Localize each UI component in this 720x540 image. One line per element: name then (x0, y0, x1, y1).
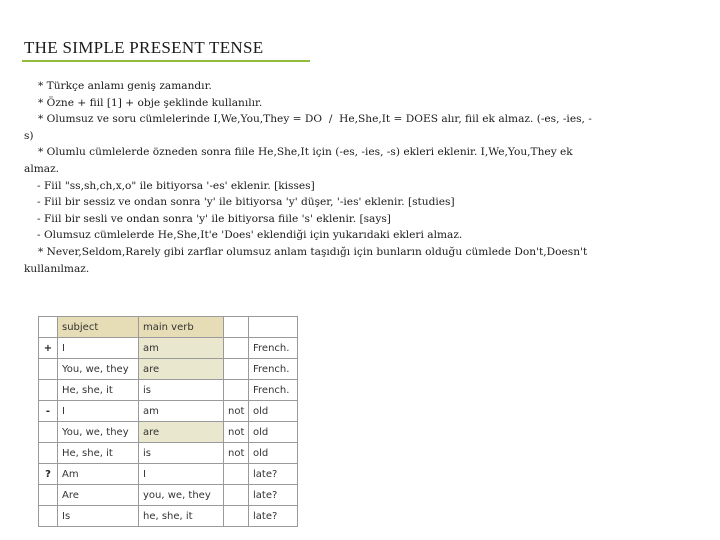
not-cell: not (224, 422, 249, 443)
header-cell-main-verb: main verb (139, 317, 224, 338)
not-cell (224, 506, 249, 527)
body-text (24, 78, 674, 277)
sentence-type-cell (39, 359, 58, 380)
body-line: almaz. (24, 162, 60, 175)
body-line: * Özne + fiil [1] + obje şeklinde kullanılır. (38, 96, 263, 109)
sentence-type-cell (39, 422, 58, 443)
header-cell (249, 317, 298, 338)
rest-cell: old (249, 401, 298, 422)
not-cell: not (224, 443, 249, 464)
verb-cell: am (139, 338, 224, 359)
rest-cell: French. (249, 359, 298, 380)
subject-cell: He, she, it (58, 380, 139, 401)
body-line: * Never,Seldom,Rarely gibi zarflar olumsuz anlam taşıdığı için bunların olduğu cümlede Don't,Doesn't (38, 245, 588, 258)
rest-cell: late? (249, 464, 298, 485)
table-row (39, 422, 298, 443)
verb-cell: is (139, 380, 224, 401)
subject-cell: I (58, 338, 139, 359)
verb-cell: are (139, 422, 224, 443)
header-cell (39, 317, 58, 338)
sentence-type-cell: + (39, 338, 58, 359)
table-row (39, 338, 298, 359)
table-row (39, 443, 298, 464)
subject-cell: You, we, they (58, 359, 139, 380)
conjugation-table (38, 316, 298, 527)
rest-cell: old (249, 443, 298, 464)
table-row (39, 359, 298, 380)
not-cell (224, 464, 249, 485)
rest-cell: late? (249, 506, 298, 527)
table-header-row (39, 317, 298, 338)
rest-cell: French. (249, 338, 298, 359)
verb-cell: is (139, 443, 224, 464)
body-line: - Olumsuz cümlelerde He,She,It'e 'Does' eklendiği için yukarıdaki ekleri almaz. (37, 229, 463, 242)
header-cell (224, 317, 249, 338)
table-row (39, 401, 298, 422)
subject-cell: Is (58, 506, 139, 527)
table-row (39, 506, 298, 527)
table-row (39, 464, 298, 485)
sentence-type-cell: ? (39, 464, 58, 485)
verb-cell: I (139, 464, 224, 485)
body-line: - Fiil bir sessiz ve ondan sonra 'y' ile bitiyorsa 'y' düşer, '-ies' eklenir. [studies] (37, 196, 455, 209)
table-row (39, 485, 298, 506)
body-line: * Olumlu cümlelerde özneden sonra fiile He,She,It için (-es, -ies, -s) ekleri eklenir. I,We,You,They ek (38, 146, 573, 159)
body-line: - Fiil "ss,sh,ch,x,o" ile bitiyorsa '-es' eklenir. [kisses] (37, 179, 315, 192)
subject-cell: You, we, they (58, 422, 139, 443)
not-cell (224, 338, 249, 359)
verb-cell: he, she, it (139, 506, 224, 527)
sentence-type-cell: - (39, 401, 58, 422)
slide-title: THE SIMPLE PRESENT TENSE (24, 38, 264, 57)
body-line: s) (24, 129, 34, 142)
sentence-type-cell (39, 380, 58, 401)
body-line: * Türkçe anlamı geniş zamandır. (38, 80, 212, 92)
title-underline (22, 60, 310, 62)
subject-cell: I (58, 401, 139, 422)
header-cell-subject: subject (58, 317, 139, 338)
not-cell: not (224, 401, 249, 422)
table-row (39, 380, 298, 401)
body-line: - Fiil bir sesli ve ondan sonra 'y' ile bitiyorsa fiile 's' eklenir. [says] (37, 212, 391, 225)
verb-cell: am (139, 401, 224, 422)
not-cell (224, 359, 249, 380)
subject-cell: Are (58, 485, 139, 506)
rest-cell: French. (249, 380, 298, 401)
verb-cell: you, we, they (139, 485, 224, 506)
rest-cell: old (249, 422, 298, 443)
sentence-type-cell (39, 485, 58, 506)
sentence-type-cell (39, 506, 58, 527)
body-line: kullanılmaz. (24, 262, 90, 275)
body-line: * Olumsuz ve soru cümlelerinde I,We,You,They = DO / He,She,It = DOES alır, fiil ek almaz. (-es, -ies, - (38, 113, 592, 126)
rest-cell: late? (249, 485, 298, 506)
verb-cell: are (139, 359, 224, 380)
not-cell (224, 485, 249, 506)
sentence-type-cell (39, 443, 58, 464)
not-cell (224, 380, 249, 401)
subject-cell: Am (58, 464, 139, 485)
subject-cell: He, she, it (58, 443, 139, 464)
